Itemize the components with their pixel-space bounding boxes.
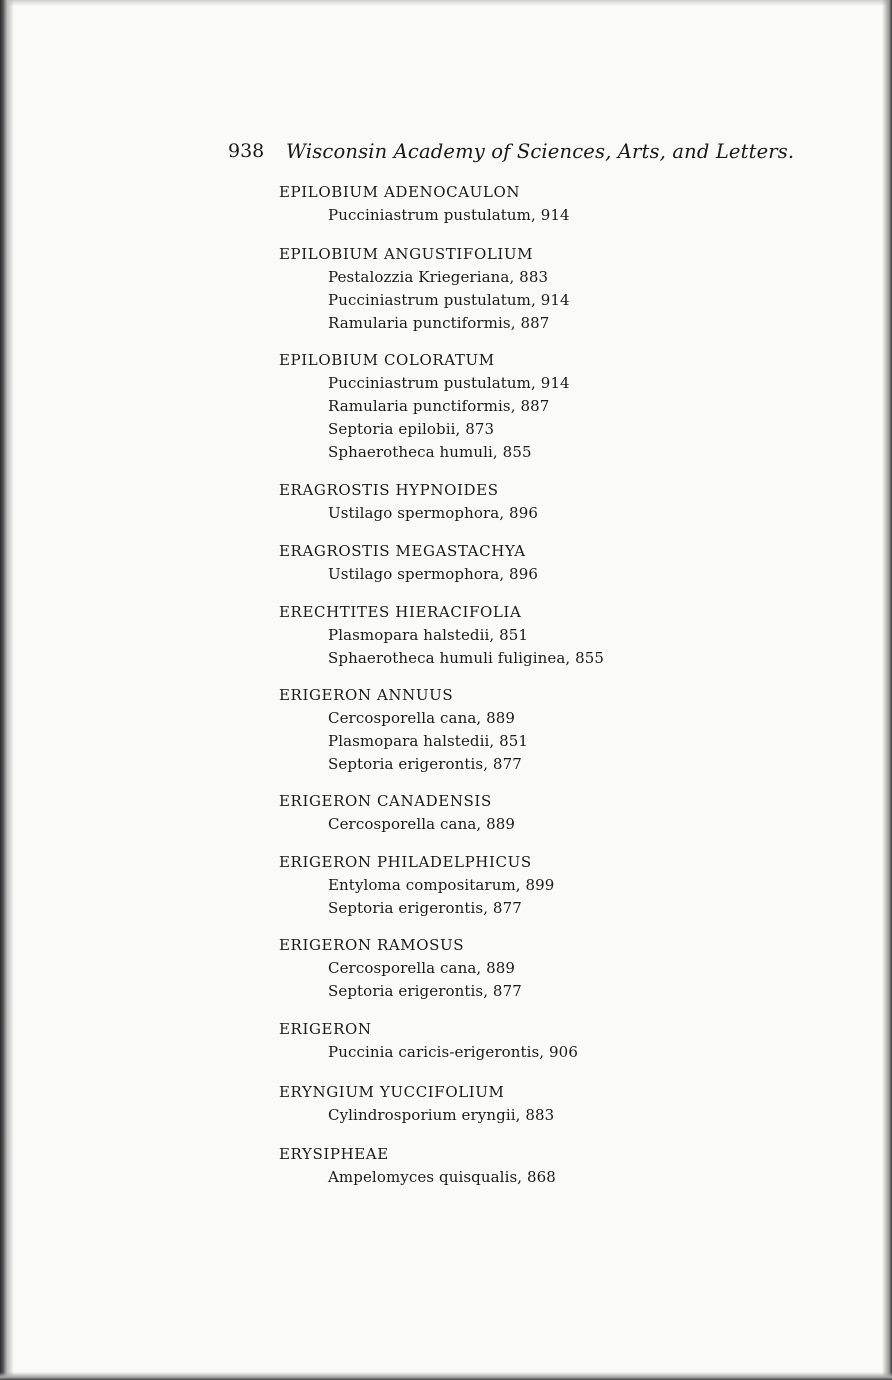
host-name: EPILOBIUM ADENOCAULON: [279, 183, 521, 201]
fungus-reference: Puccinia caricis-erigerontis, 906: [328, 1043, 578, 1061]
fungus-reference: Pucciniastrum pustulatum, 914: [328, 206, 570, 224]
fungus-reference: Septoria erigerontis, 877: [328, 755, 522, 773]
index-entry: [279, 790, 515, 836]
index-entry: [279, 243, 570, 335]
fungus-reference: Cylindrosporium eryngii, 883: [328, 1106, 555, 1124]
index-entry: [279, 851, 554, 920]
fungus-reference: Entyloma compositarum, 899: [328, 876, 555, 894]
fungus-reference: Ustilago spermophora, 896: [328, 504, 538, 522]
page-edge-bottom: [0, 1372, 892, 1380]
fungus-reference: Septoria epilobii, 873: [328, 420, 495, 438]
index-entry: [279, 540, 538, 586]
host-name: EPILOBIUM ANGUSTIFOLIUM: [279, 245, 534, 263]
host-name: ERECHTITES HIERACIFOLIA: [279, 603, 522, 621]
fungus-reference: Septoria erigerontis, 877: [328, 899, 522, 917]
fungus-reference: Pestalozzia Kriegeriana, 883: [328, 268, 549, 286]
index-entry: [279, 349, 570, 464]
fungus-reference: Septoria erigerontis, 877: [328, 982, 522, 1000]
host-name: ERYSIPHEAE: [279, 1145, 389, 1163]
running-title: Wisconsin Academy of Sciences, Arts, and Letters.: [286, 140, 795, 163]
host-name: ERAGROSTIS MEGASTACHYA: [279, 542, 526, 560]
host-name: ERIGERON ANNUUS: [279, 686, 454, 704]
fungus-reference: Cercosporella cana, 889: [328, 959, 516, 977]
host-name: EPILOBIUM COLORATUM: [279, 351, 495, 369]
fungus-reference: Pucciniastrum pustulatum, 914: [328, 374, 570, 392]
fungus-reference: Cercosporella cana, 889: [328, 709, 516, 727]
host-name: ERAGROSTIS HYPNOIDES: [279, 481, 499, 499]
index-entry: [279, 1143, 556, 1189]
fungus-reference: Sphaerotheca humuli, 855: [328, 443, 532, 461]
host-name: ERIGERON RAMOSUS: [279, 936, 465, 954]
index-entry: [279, 1081, 554, 1127]
page-edge-right: [882, 0, 892, 1380]
fungus-reference: Ramularia punctiformis, 887: [328, 397, 550, 415]
page-edge-left: [0, 0, 14, 1380]
fungus-reference: Pucciniastrum pustulatum, 914: [328, 291, 570, 309]
index-entry: [279, 684, 528, 776]
fungus-reference: Sphaerotheca humuli fuliginea, 855: [328, 649, 605, 667]
index-entry: [279, 601, 604, 670]
index-entry: [279, 181, 570, 227]
host-name: ERIGERON: [279, 1020, 372, 1038]
host-name: ERIGERON CANADENSIS: [279, 792, 492, 810]
fungus-reference: Ampelomyces quisqualis, 868: [328, 1168, 556, 1186]
fungus-reference: Cercosporella cana, 889: [328, 815, 516, 833]
fungus-reference: Ustilago spermophora, 896: [328, 565, 538, 583]
page-number: 938: [228, 140, 265, 162]
page-header: [228, 138, 795, 168]
index-entry: [279, 1018, 578, 1064]
index-entry: [279, 934, 522, 1003]
host-name: ERIGERON PHILADELPHICUS: [279, 853, 532, 871]
fungus-reference: Ramularia punctiformis, 887: [328, 314, 550, 332]
fungus-reference: Plasmopara halstedii, 851: [328, 626, 529, 644]
host-name: ERYNGIUM YUCCIFOLIUM: [279, 1083, 505, 1101]
page-edge-top: [0, 0, 892, 6]
index-entry: [279, 479, 538, 525]
fungus-reference: Plasmopara halstedii, 851: [328, 732, 529, 750]
